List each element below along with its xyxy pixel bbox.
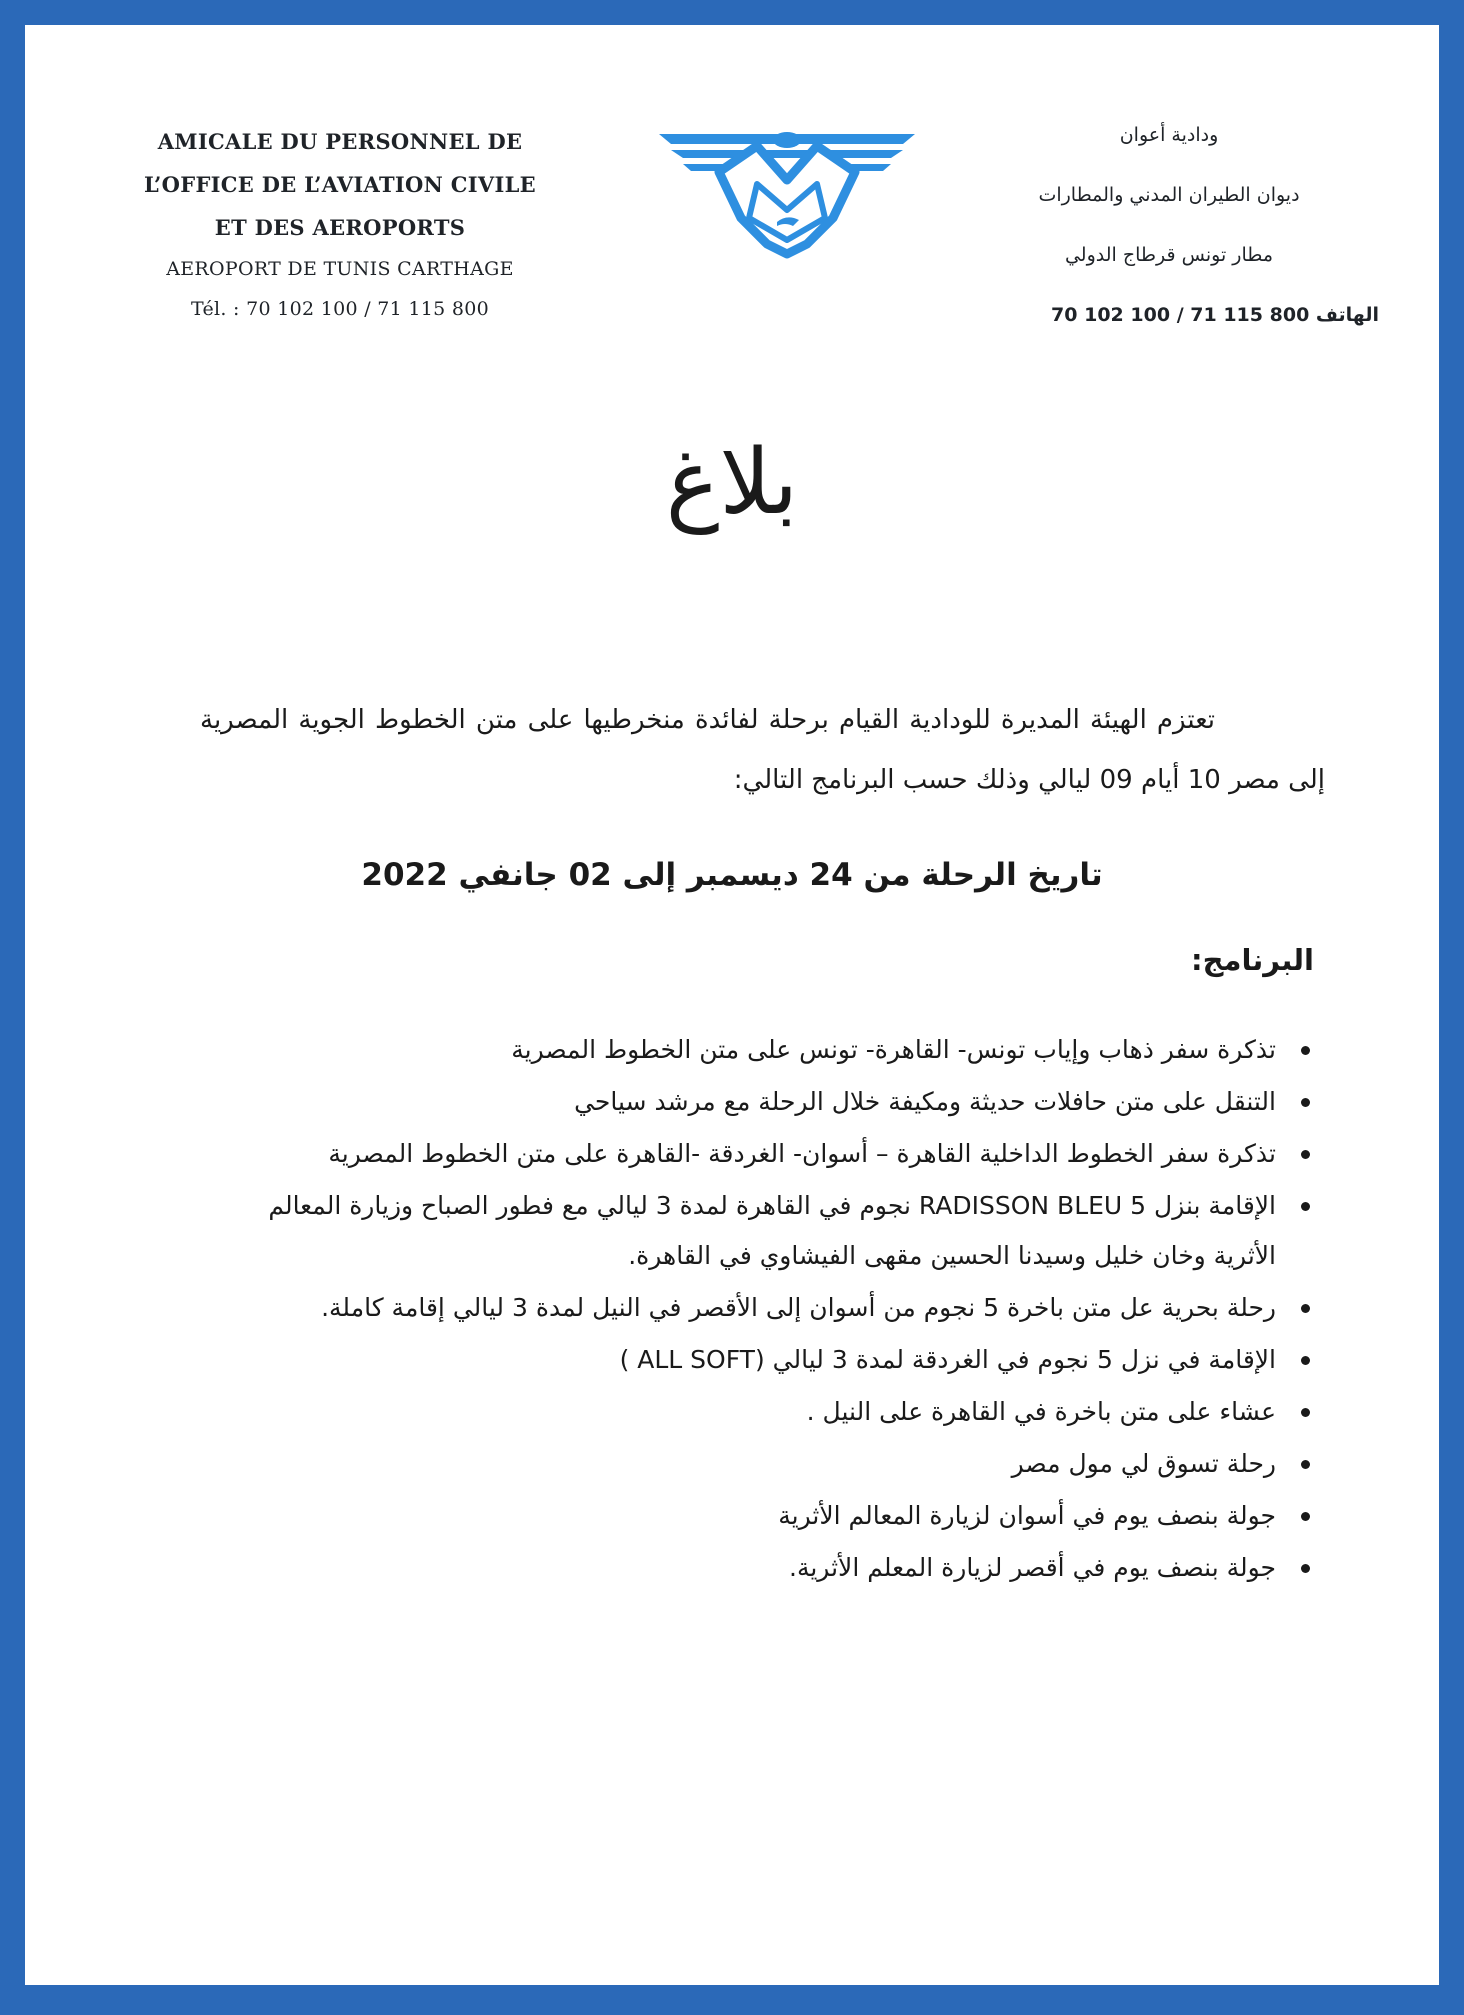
page-title: بلاغ [665,430,799,535]
list-item: رحلة تسوق لي مول مصر [236,1439,1276,1489]
ar-header-line: ديوان الطيران المدني والمطارات [1038,184,1300,206]
ar-header-phone: الهاتف 800 115 71 / 100 102 70 [1051,304,1379,326]
list-item: رحلة بحرية عل متن باخرة 5 نجوم من أسوان إلى الأقصر في النيل لمدة 3 ليالي إقامة كاملة. [236,1283,1276,1333]
intro-paragraph: تعتزم الهيئة المديرة للودادية القيام برحلة لفائدة منخرطيها على متن الخطوط الجوية المصرية إلى مصر 10 أيام 09 ليالي وذلك حسب البرنامج التالي: [200,705,1325,795]
list-item: تذكرة سفر ذهاب وإياب تونس- القاهرة- تونس على متن الخطوط المصرية [236,1025,1276,1075]
list-item: جولة بنصف يوم في أقصر لزيارة المعلم الأثرية. [236,1543,1276,1593]
program-list [236,1025,1314,1595]
list-item: الإقامة بنزل RADISSON BLEU 5 نجوم في القاهرة لمدة 3 ليالي مع فطور الصباح وزيارة المعالم الأثرية وخان خليل وسيدنا الحسين مقهى الفيشاوي في القاهرة. [236,1181,1276,1281]
fr-header-address: AEROPORT DE TUNIS CARTHAGE [166,258,514,280]
ar-header-line: ودادية أعوان [1119,124,1219,146]
document-page [25,25,1439,1985]
list-item: الإقامة في نزل 5 نجوم في الغردقة لمدة 3 ليالي (ALL SOFT ) [236,1335,1276,1385]
list-item: تذكرة سفر الخطوط الداخلية القاهرة – أسوان- الغردقة -القاهرة على متن الخطوط المصرية [236,1129,1276,1179]
ar-header-line: مطار تونس قرطاج الدولي [1064,244,1274,266]
list-item: عشاء على متن باخرة في القاهرة على النيل . [236,1387,1276,1437]
fr-header-line: AMICALE DU PERSONNEL DE [157,129,523,154]
fr-header-line: L’OFFICE DE L’AVIATION CIVILE [144,172,536,197]
header-arabic [959,105,1379,345]
list-item: التنقل على متن حافلات حديثة ومكيفة خلال الرحلة مع مرشد سياحي [236,1077,1276,1127]
trip-date: تاريخ الرحلة من 24 ديسمبر إلى 02 جانفي 2022 [361,857,1103,893]
fr-header-phone: Tél. : 70 102 100 / 71 115 800 [190,298,490,320]
fr-header-line: ET DES AEROPORTS [214,215,466,240]
list-item: جولة بنصف يوم في أسوان لزيارة المعالم الأثرية [236,1491,1276,1541]
association-logo-icon [657,122,917,264]
program-heading: البرنامج: [1191,943,1314,977]
header-french [135,120,545,329]
